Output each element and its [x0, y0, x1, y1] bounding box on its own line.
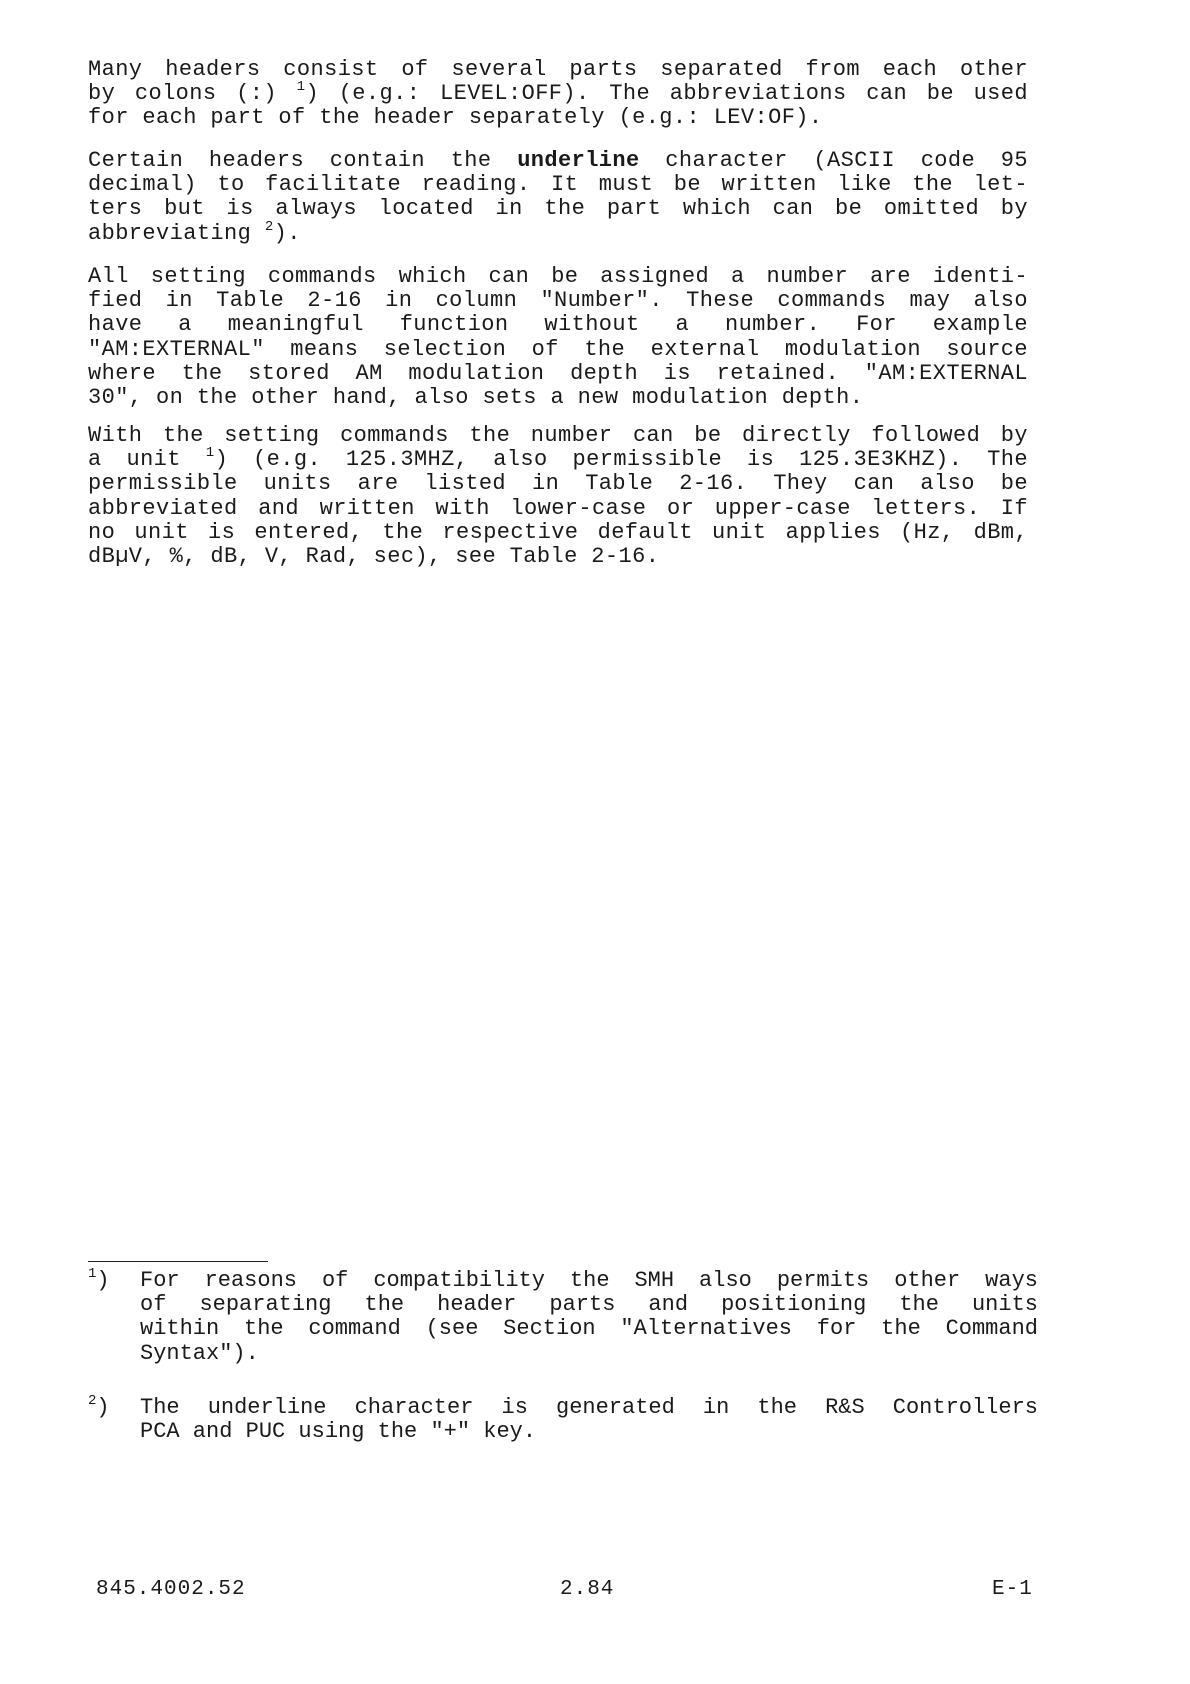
text-line: of separating the header parts and positioning the units [140, 1292, 1038, 1318]
text-line: abbreviating $^2$). [88, 218, 301, 246]
text-line: decimal) to facilitate reading. It must be written like the let- [88, 172, 1028, 198]
text-line: within the command (see Section "Alternatives for the Command [140, 1316, 1038, 1342]
footnote-2 [88, 1393, 1038, 1456]
paragraph-units [88, 424, 1028, 569]
footnote-text [140, 1396, 1038, 1444]
footnote-marker: $^1$) [88, 1266, 110, 1293]
footer-page-number: E-1 [992, 1578, 1033, 1601]
text-line: Certain headers contain the underline character (ASCII code 95 [88, 148, 1028, 173]
text-line: Syntax"). [140, 1340, 259, 1366]
bold-term: underline [517, 148, 640, 173]
text-line: where the stored AM modulation depth is retained. "AM:EXTERNAL [88, 360, 1028, 386]
footnote-separator [88, 1261, 268, 1262]
text-line: by colons (:) $^1$) (e.g.: LEVEL:OFF). The abbreviations can be used [88, 79, 1028, 107]
text-line: abbreviated and written with lower-case or upper-case letters. If [88, 495, 1028, 521]
text-line: The underline character is generated in the R&S Controllers [140, 1395, 1038, 1420]
text-line: Many headers consist of several parts separated from each other [88, 57, 1028, 82]
paragraph-underline-character [88, 149, 1028, 246]
text-line: permissible units are listed in Table 2-16. They can also be [88, 471, 1028, 497]
paragraph-setting-commands [88, 265, 1028, 410]
paragraph-header-parts [88, 58, 1028, 131]
text-line: no unit is entered, the respective default unit applies (Hz, dBm, [88, 519, 1028, 545]
text-line: With the setting commands the number can be directly followed by [88, 423, 1028, 448]
text-line: "AM:EXTERNAL" means selection of the external modulation source [88, 336, 1028, 362]
text-line: fied in Table 2-16 in column "Number". These commands may also [88, 288, 1028, 314]
text-line: PCA and PUC using the "+" key. [140, 1419, 537, 1445]
text-line: dBµV, %, dB, V, Rad, sec), see Table 2-16. [88, 544, 660, 570]
footer-doc-number: 845.4002.52 [96, 1578, 246, 1601]
text-line: ters but is always located in the part which can be omitted by [88, 196, 1028, 222]
text-line: For reasons of compatibility the SMH also permits other ways [140, 1268, 1038, 1293]
text-line: have a meaningful function without a number. For example [88, 312, 1028, 338]
footnote-ref: 2 [264, 218, 274, 235]
text-line: All setting commands which can be assigned a number are identi- [88, 264, 1028, 289]
footnote-ref: 1 [205, 445, 215, 462]
footnote-ref: 1 [296, 79, 306, 96]
footer-date: 2.84 [560, 1578, 615, 1601]
text-line: 30", on the other hand, also sets a new modulation depth. [88, 385, 864, 411]
text-line: for each part of the header separately (e.g.: LEV:OF). [88, 105, 823, 131]
text-line: a unit $^1$) (e.g. 125.3MHZ, also permissible is 125.3E3KHZ). The [88, 445, 1028, 473]
footnote-marker: $^2$) [88, 1393, 110, 1420]
footnote-text [140, 1269, 1038, 1366]
footnote-1 [88, 1266, 1038, 1369]
